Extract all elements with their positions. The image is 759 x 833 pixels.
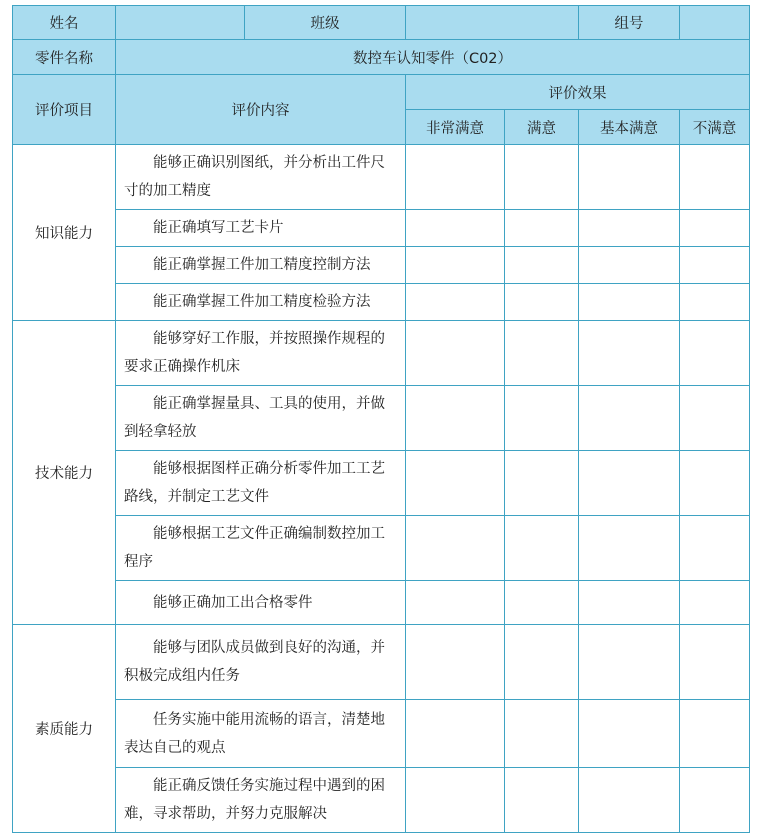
part-name-value: 数控车认知零件（C02） bbox=[116, 40, 750, 75]
rating-cell[interactable] bbox=[406, 145, 505, 210]
rating-cell[interactable] bbox=[406, 625, 505, 700]
rating-satisfied-header: 满意 bbox=[505, 110, 579, 145]
rating-very-satisfied-header: 非常满意 bbox=[406, 110, 505, 145]
rating-cell[interactable] bbox=[505, 516, 579, 581]
part-name-label: 零件名称 bbox=[13, 40, 116, 75]
section-title-knowledge: 知识能力 bbox=[13, 145, 116, 321]
rating-cell[interactable] bbox=[680, 451, 750, 516]
criterion-text: 能够根据工艺文件正确编制数控加工程序 bbox=[116, 516, 406, 581]
rating-cell[interactable] bbox=[505, 581, 579, 625]
name-label: 姓名 bbox=[13, 6, 116, 40]
name-value-cell[interactable] bbox=[116, 6, 245, 40]
criterion-text: 能正确掌握工件加工精度控制方法 bbox=[116, 247, 406, 284]
rating-cell[interactable] bbox=[579, 581, 680, 625]
rating-cell[interactable] bbox=[406, 581, 505, 625]
rating-cell[interactable] bbox=[680, 247, 750, 284]
rating-cell[interactable] bbox=[406, 247, 505, 284]
criterion-text: 能够根据图样正确分析零件加工工艺路线，并制定工艺文件 bbox=[116, 451, 406, 516]
rating-cell[interactable] bbox=[680, 516, 750, 581]
section-title-quality: 素质能力 bbox=[13, 625, 116, 833]
rating-cell[interactable] bbox=[505, 284, 579, 321]
rating-cell[interactable] bbox=[505, 768, 579, 833]
rating-cell[interactable] bbox=[680, 768, 750, 833]
rating-basically-satisfied-header: 基本满意 bbox=[579, 110, 680, 145]
rating-cell[interactable] bbox=[505, 386, 579, 451]
criterion-text: 能够穿好工作服，并按照操作规程的要求正确操作机床 bbox=[116, 321, 406, 386]
criterion-text: 能够与团队成员做到良好的沟通，并积极完成组内任务 bbox=[116, 625, 406, 700]
rating-cell[interactable] bbox=[406, 210, 505, 247]
class-label: 班级 bbox=[245, 6, 406, 40]
rating-cell[interactable] bbox=[579, 768, 680, 833]
rating-cell[interactable] bbox=[680, 321, 750, 386]
table-row bbox=[13, 581, 750, 625]
rating-cell[interactable] bbox=[505, 700, 579, 768]
criterion-text: 能正确填写工艺卡片 bbox=[116, 210, 406, 247]
table-row bbox=[13, 451, 750, 516]
rating-cell[interactable] bbox=[406, 321, 505, 386]
criterion-text: 能正确掌握工件加工精度检验方法 bbox=[116, 284, 406, 321]
table-row bbox=[13, 321, 750, 386]
content-header: 评价内容 bbox=[116, 75, 406, 145]
rating-cell[interactable] bbox=[579, 625, 680, 700]
rating-cell[interactable] bbox=[406, 386, 505, 451]
table-row bbox=[13, 700, 750, 768]
rating-cell[interactable] bbox=[579, 145, 680, 210]
rating-cell[interactable] bbox=[579, 210, 680, 247]
rating-cell[interactable] bbox=[680, 625, 750, 700]
rating-cell[interactable] bbox=[505, 321, 579, 386]
table-row bbox=[13, 768, 750, 833]
criterion-text: 能正确反馈任务实施过程中遇到的困难，寻求帮助，并努力克服解决 bbox=[116, 768, 406, 833]
table-row bbox=[13, 145, 750, 210]
rating-cell[interactable] bbox=[579, 516, 680, 581]
table-row bbox=[13, 625, 750, 700]
rating-cell[interactable] bbox=[505, 451, 579, 516]
criterion-text: 能够正确识别图纸，并分析出工件尺寸的加工精度 bbox=[116, 145, 406, 210]
group-value-cell[interactable] bbox=[680, 6, 750, 40]
rating-cell[interactable] bbox=[680, 581, 750, 625]
rating-unsatisfied-header: 不满意 bbox=[680, 110, 750, 145]
rating-cell[interactable] bbox=[505, 210, 579, 247]
evaluation-table bbox=[12, 5, 750, 833]
rating-cell[interactable] bbox=[406, 700, 505, 768]
rating-cell[interactable] bbox=[680, 284, 750, 321]
rating-cell[interactable] bbox=[579, 284, 680, 321]
effect-header: 评价效果 bbox=[406, 75, 750, 110]
rating-cell[interactable] bbox=[505, 145, 579, 210]
rating-cell[interactable] bbox=[406, 451, 505, 516]
rating-cell[interactable] bbox=[579, 451, 680, 516]
class-value-cell[interactable] bbox=[406, 6, 579, 40]
rating-cell[interactable] bbox=[505, 625, 579, 700]
rating-cell[interactable] bbox=[680, 145, 750, 210]
rating-cell[interactable] bbox=[579, 247, 680, 284]
item-header: 评价项目 bbox=[13, 75, 116, 145]
rating-cell[interactable] bbox=[406, 284, 505, 321]
criterion-text: 任务实施中能用流畅的语言，清楚地表达自己的观点 bbox=[116, 700, 406, 768]
section-title-technical: 技术能力 bbox=[13, 321, 116, 625]
table-row bbox=[13, 210, 750, 247]
rating-cell[interactable] bbox=[579, 321, 680, 386]
rating-cell[interactable] bbox=[505, 247, 579, 284]
table-row bbox=[13, 386, 750, 451]
rating-cell[interactable] bbox=[406, 516, 505, 581]
criterion-text: 能够正确加工出合格零件 bbox=[116, 581, 406, 625]
rating-cell[interactable] bbox=[579, 386, 680, 451]
group-label: 组号 bbox=[579, 6, 680, 40]
rating-cell[interactable] bbox=[680, 210, 750, 247]
rating-cell[interactable] bbox=[406, 768, 505, 833]
rating-cell[interactable] bbox=[680, 386, 750, 451]
table-row bbox=[13, 284, 750, 321]
rating-cell[interactable] bbox=[680, 700, 750, 768]
table-row bbox=[13, 516, 750, 581]
table-row bbox=[13, 247, 750, 284]
rating-cell[interactable] bbox=[579, 700, 680, 768]
criterion-text: 能正确掌握量具、工具的使用，并做到轻拿轻放 bbox=[116, 386, 406, 451]
